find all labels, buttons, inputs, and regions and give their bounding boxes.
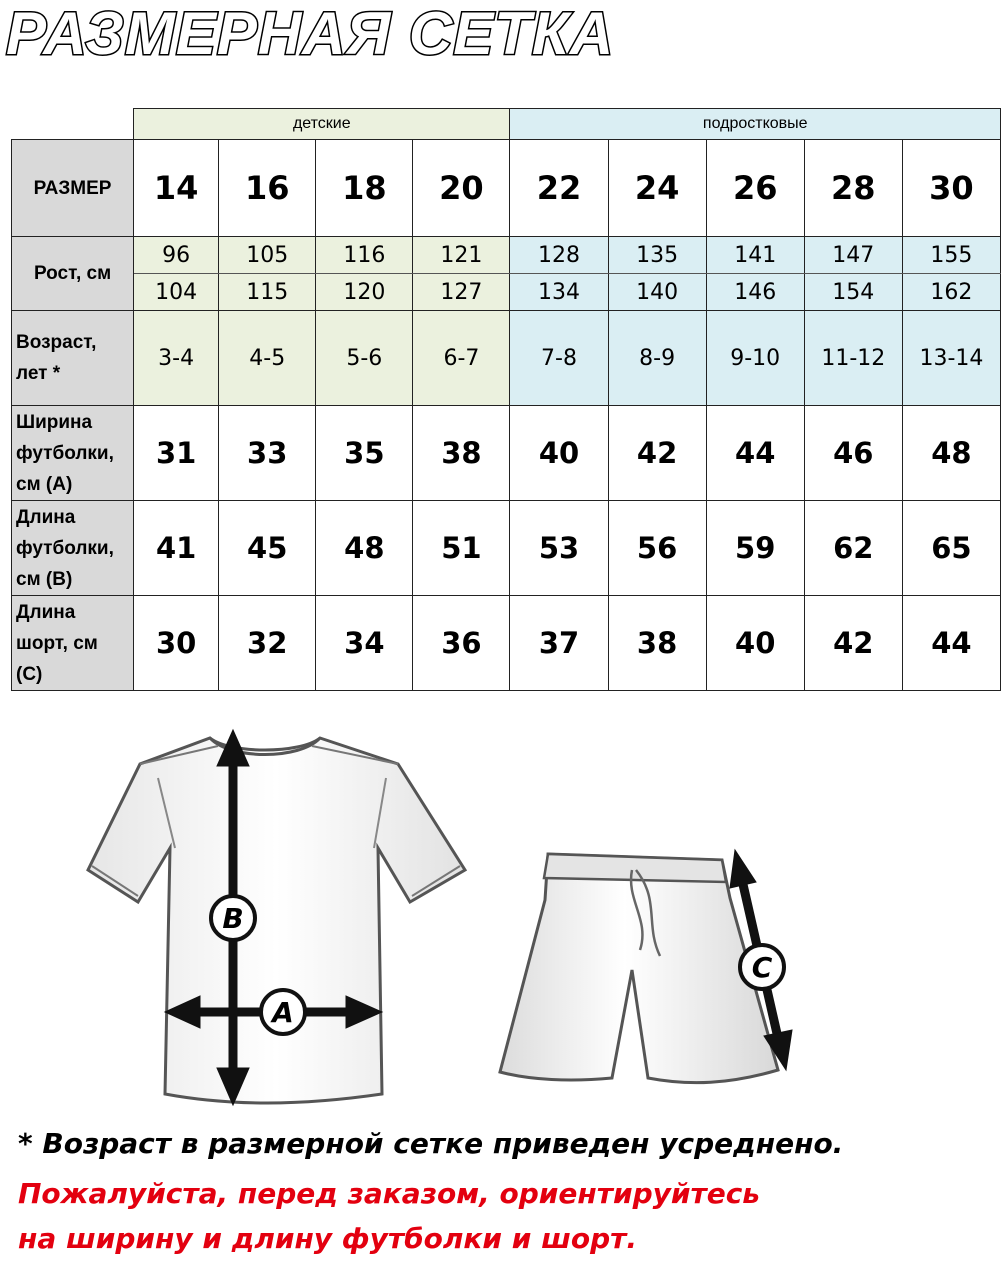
height-min-cell: 147 [804, 237, 902, 274]
shirt-length-cell: 45 [219, 501, 316, 596]
row-label-line: см (А) [16, 473, 73, 495]
shorts-length-cell: 36 [413, 596, 510, 691]
shirt-length-cell: 51 [413, 501, 510, 596]
size-cell: 26 [706, 140, 804, 237]
shirt-length-cell: 41 [134, 501, 219, 596]
row-label-shorts-length [12, 596, 134, 691]
age-cell: 4-5 [219, 311, 316, 406]
group-header-teens: подростковые [510, 109, 1001, 140]
shirt-width-cell: 38 [413, 406, 510, 501]
shirt-width-cell: 31 [134, 406, 219, 501]
size-cell: 24 [608, 140, 706, 237]
row-label-shirt-width [12, 406, 134, 501]
shirt-width-cell: 40 [510, 406, 608, 501]
order-warning-line1: Пожалуйста, перед заказом, ориентируйтесь [18, 1177, 760, 1210]
row-label-size: РАЗМЕР [12, 140, 134, 237]
row-label-line: футболки, [16, 442, 114, 464]
shirt-length-cell: 56 [608, 501, 706, 596]
age-cell: 8-9 [608, 311, 706, 406]
shorts-length-cell: 40 [706, 596, 804, 691]
row-label-line: Ширина [16, 411, 93, 433]
garment-illustration [0, 720, 1008, 1110]
label-b: B [222, 902, 244, 935]
page-title: РАЗМЕРНАЯ СЕТКА [6, 0, 615, 67]
shorts-length-cell: 32 [219, 596, 316, 691]
label-a: A [272, 996, 294, 1029]
height-min-cell: 96 [134, 237, 219, 274]
row-label-line: Длина [16, 506, 76, 528]
shirt-length-cell: 65 [902, 501, 1000, 596]
shirt-width-cell: 48 [902, 406, 1000, 501]
height-max-cell: 127 [413, 274, 510, 311]
shirt-width-cell: 35 [316, 406, 413, 501]
size-cell: 14 [134, 140, 219, 237]
height-min-cell: 155 [902, 237, 1000, 274]
shirt-length-cell: 53 [510, 501, 608, 596]
height-max-cell: 134 [510, 274, 608, 311]
shorts-length-cell: 34 [316, 596, 413, 691]
label-c: C [751, 951, 773, 984]
height-min-cell: 121 [413, 237, 510, 274]
row-label-line: (С) [16, 663, 43, 685]
row-label-age-line: Возраст, [16, 332, 97, 353]
order-warning-line2: на ширину и длину футболки и шорт. [18, 1222, 637, 1255]
shirt-length-cell: 48 [316, 501, 413, 596]
row-label-line: см (В) [16, 568, 73, 590]
age-cell: 11-12 [804, 311, 902, 406]
age-cell: 9-10 [706, 311, 804, 406]
group-header-kids: детские [134, 109, 510, 140]
shirt-width-cell: 42 [608, 406, 706, 501]
height-min-cell: 141 [706, 237, 804, 274]
size-cell: 22 [510, 140, 608, 237]
age-cell: 6-7 [413, 311, 510, 406]
label-c-badge [740, 945, 784, 989]
row-label-age [12, 311, 134, 406]
shirt-width-cell: 44 [706, 406, 804, 501]
row-label-line: Длина [16, 601, 76, 623]
tshirt-icon [88, 738, 465, 1103]
shorts-length-cell: 42 [804, 596, 902, 691]
size-cell: 28 [804, 140, 902, 237]
size-cell: 16 [219, 140, 316, 237]
size-cell: 30 [902, 140, 1000, 237]
age-cell: 5-6 [316, 311, 413, 406]
height-max-cell: 140 [608, 274, 706, 311]
height-max-cell: 115 [219, 274, 316, 311]
size-cell: 18 [316, 140, 413, 237]
age-cell: 13-14 [902, 311, 1000, 406]
size-chart-table [11, 108, 1001, 691]
row-label-line: футболки, [16, 537, 114, 559]
corner-cell [12, 109, 134, 140]
label-b-badge [211, 896, 255, 940]
row-label-shirt-length [12, 501, 134, 596]
age-note: * Возраст в размерной сетке приведен усреднено. [18, 1127, 844, 1160]
height-max-cell: 120 [316, 274, 413, 311]
size-cell: 20 [413, 140, 510, 237]
row-label-line: шорт, см [16, 632, 98, 654]
shirt-width-cell: 46 [804, 406, 902, 501]
shorts-length-cell: 44 [902, 596, 1000, 691]
shorts-length-cell: 30 [134, 596, 219, 691]
shorts-length-cell: 38 [608, 596, 706, 691]
label-a-badge [261, 990, 305, 1034]
row-label-age-line: лет * [16, 363, 61, 384]
height-min-cell: 135 [608, 237, 706, 274]
height-max-cell: 162 [902, 274, 1000, 311]
shorts-icon [500, 854, 778, 1083]
shirt-length-cell: 59 [706, 501, 804, 596]
shorts-length-cell: 37 [510, 596, 608, 691]
height-max-cell: 154 [804, 274, 902, 311]
row-label-height: Рост, см [12, 237, 134, 311]
age-cell: 3-4 [134, 311, 219, 406]
age-cell: 7-8 [510, 311, 608, 406]
height-max-cell: 146 [706, 274, 804, 311]
height-min-cell: 116 [316, 237, 413, 274]
shirt-length-cell: 62 [804, 501, 902, 596]
height-max-cell: 104 [134, 274, 219, 311]
shirt-width-cell: 33 [219, 406, 316, 501]
height-min-cell: 105 [219, 237, 316, 274]
height-min-cell: 128 [510, 237, 608, 274]
